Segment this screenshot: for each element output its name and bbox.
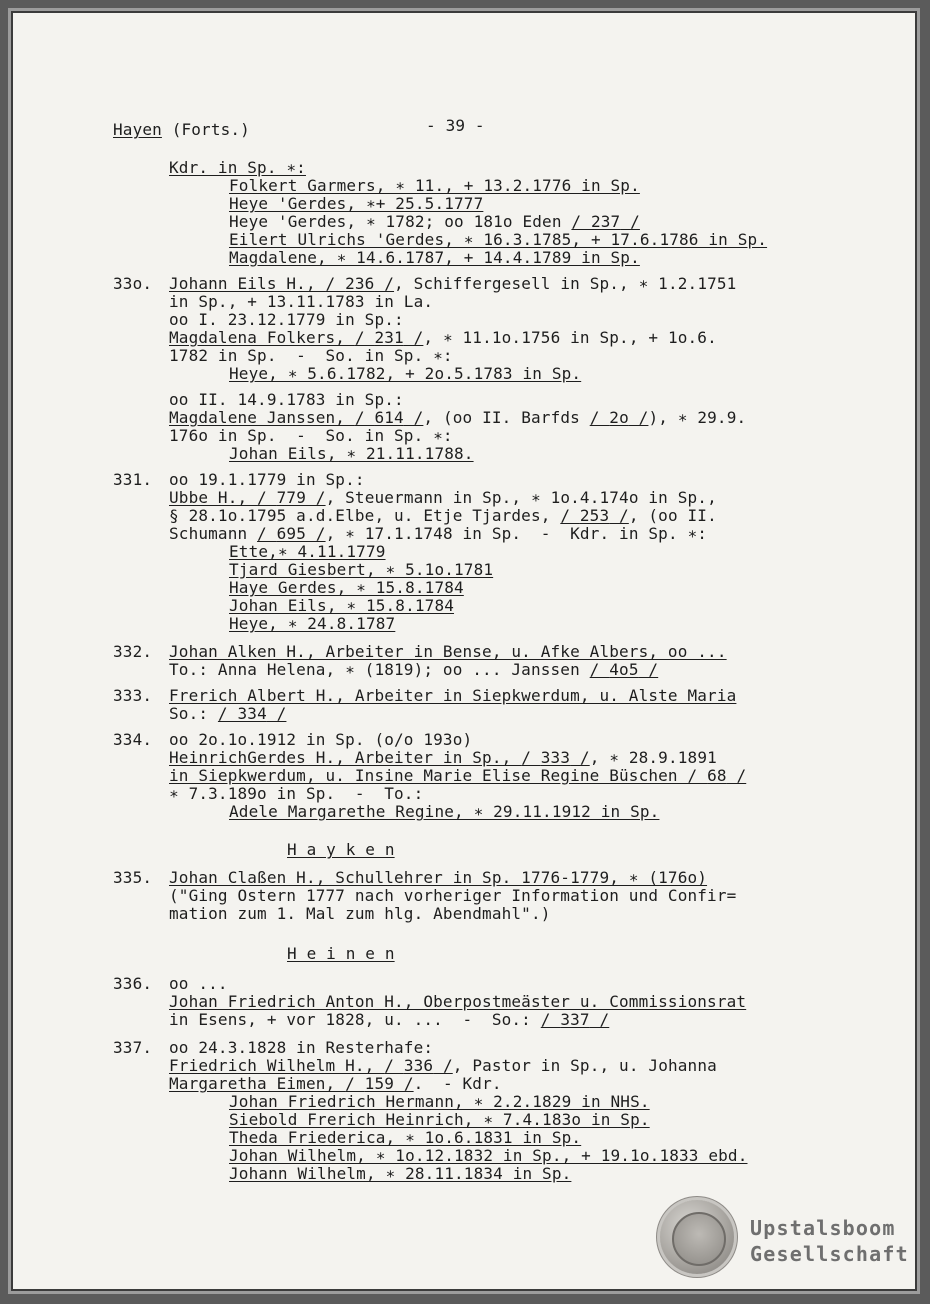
text-line: Johann Eils H., / 236 /, Schiffergesell in Sp., ∗ 1.2.1751 xyxy=(169,274,737,293)
text-line: Kdr. in Sp. ∗: xyxy=(169,158,306,177)
text-line: Johan Wilhelm, ∗ 1o.12.1832 in Sp., + 19.1o.1833 ebd. xyxy=(229,1146,748,1165)
text-line: Eilert Ulrichs 'Gerdes, ∗ 16.3.1785, + 17.6.1786 in Sp. xyxy=(229,230,768,249)
text-line: Frerich Albert H., Arbeiter in Siepkwerdum, u. Alste Maria xyxy=(169,686,737,705)
text-line: Johan Friedrich Anton H., Oberpostmeäster u. Commissionsrat xyxy=(169,992,747,1011)
text-line: Heye 'Gerdes, ∗ 1782; oo 181o Eden / 237 / xyxy=(229,212,640,231)
text-line: Johan Friedrich Hermann, ∗ 2.2.1829 in NHS. xyxy=(229,1092,650,1111)
text-line: To.: Anna Helena, ∗ (1819); oo ... Janssen / 4o5 / xyxy=(169,660,659,679)
text-line: Magdalene Janssen, / 614 /, (oo II. Barfds / 2o /), ∗ 29.9. xyxy=(169,408,747,427)
text-line: Ette,∗ 4.11.1779 xyxy=(229,542,386,561)
text-line: Johan Eils, ∗ 21.11.1788. xyxy=(229,444,474,463)
text-line: ∗ 7.3.189o in Sp. - To.: xyxy=(169,784,424,803)
seal-inner xyxy=(672,1212,726,1266)
section-heading: H a y k e n xyxy=(287,840,395,859)
text-line: Heye 'Gerdes, ∗+ 25.5.1777 xyxy=(229,194,484,213)
text-line: Siebold Frerich Heinrich, ∗ 7.4.183o in Sp. xyxy=(229,1110,650,1129)
text-line: Ubbe H., / 779 /, Steuermann in Sp., ∗ 1o.4.174o in Sp., xyxy=(169,488,717,507)
entry-number: 331. xyxy=(113,470,153,489)
text-line: mation zum 1. Mal zum hlg. Abendmahl".) xyxy=(169,904,551,923)
text-line: 176o in Sp. - So. in Sp. ∗: xyxy=(169,426,453,445)
text-line: Johann Wilhelm, ∗ 28.11.1834 in Sp. xyxy=(229,1164,572,1183)
entry-number: 33o. xyxy=(113,274,153,293)
text-line: oo II. 14.9.1783 in Sp.: xyxy=(169,390,404,409)
society-seal-icon xyxy=(660,1200,734,1274)
text-line: Theda Friederica, ∗ 1o.6.1831 in Sp. xyxy=(229,1128,582,1147)
entry-number: 335. xyxy=(113,868,153,887)
text-line: Folkert Garmers, ∗ 11., + 13.2.1776 in Sp. xyxy=(229,176,640,195)
text-line: oo I. 23.12.1779 in Sp.: xyxy=(169,310,404,329)
section-heading: H e i n e n xyxy=(287,944,395,963)
text-line: in Esens, + vor 1828, u. ... - So.: / 337 / xyxy=(169,1010,610,1029)
document-page xyxy=(8,8,920,1294)
brand-line-1: Upstalsboom xyxy=(750,1216,896,1240)
entry-number: 333. xyxy=(113,686,153,705)
text-line: oo 2o.1o.1912 in Sp. (o/o 193o) xyxy=(169,730,473,749)
text-line: oo ... xyxy=(169,974,228,993)
text-line: oo 24.3.1828 in Resterhafe: xyxy=(169,1038,434,1057)
text-line: Friedrich Wilhelm H., / 336 /, Pastor in Sp., u. Johanna xyxy=(169,1056,717,1075)
entry-number: 332. xyxy=(113,642,153,661)
text-line: in Siepkwerdum, u. Insine Marie Elise Regine Büschen / 68 / xyxy=(169,766,747,785)
text-line: in Sp., + 13.11.1783 in La. xyxy=(169,292,434,311)
text-line: Johan Claßen H., Schullehrer in Sp. 1776-1779, ∗ (176o) xyxy=(169,868,708,887)
text-line: So.: / 334 / xyxy=(169,704,287,723)
text-line: oo 19.1.1779 in Sp.: xyxy=(169,470,365,489)
brand-line-2: Gesellschaft xyxy=(750,1242,909,1266)
text-line: Haye Gerdes, ∗ 15.8.1784 xyxy=(229,578,464,597)
text-line: Adele Margarethe Regine, ∗ 29.11.1912 in Sp. xyxy=(229,802,660,821)
text-line: Heye, ∗ 5.6.1782, + 2o.5.1783 in Sp. xyxy=(229,364,582,383)
text-line: Margaretha Eimen, / 159 /. - Kdr. xyxy=(169,1074,502,1093)
page-number: - 39 - xyxy=(426,116,485,135)
text-line: Magdalena Folkers, / 231 /, ∗ 11.1o.1756 in Sp., + 1o.6. xyxy=(169,328,717,347)
text-line: Heye, ∗ 24.8.1787 xyxy=(229,614,396,633)
text-line: Schumann / 695 /, ∗ 17.1.1748 in Sp. - Kdr. in Sp. ∗: xyxy=(169,524,708,543)
entry-number: 336. xyxy=(113,974,153,993)
text-line: Magdalene, ∗ 14.6.1787, + 14.4.1789 in Sp. xyxy=(229,248,640,267)
text-line: Tjard Giesbert, ∗ 5.1o.1781 xyxy=(229,560,494,579)
text-line: HeinrichGerdes H., Arbeiter in Sp., / 333 /, ∗ 28.9.1891 xyxy=(169,748,717,767)
text-line: Johan Eils, ∗ 15.8.1784 xyxy=(229,596,455,615)
text-line: Johan Alken H., Arbeiter in Bense, u. Afke Albers, oo ... xyxy=(169,642,727,661)
text-line: 1782 in Sp. - So. in Sp. ∗: xyxy=(169,346,453,365)
text-line: § 28.1o.1795 a.d.Elbe, u. Etje Tjardes, / 253 /, (oo II. xyxy=(169,506,717,525)
entry-number: 334. xyxy=(113,730,153,749)
header-family: Hayen (Forts.) xyxy=(113,120,250,139)
entry-number: 337. xyxy=(113,1038,153,1057)
text-line: ("Ging Ostern 1777 nach vorheriger Information und Confir= xyxy=(169,886,737,905)
